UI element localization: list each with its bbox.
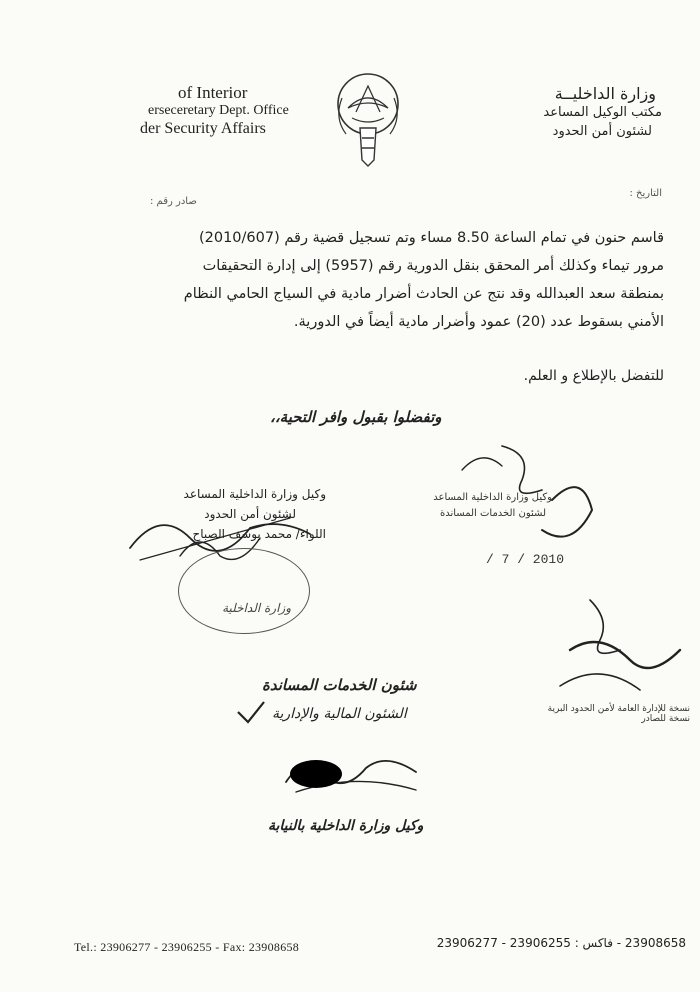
ministry-seal-icon <box>178 548 310 634</box>
body-line-4: الأمني بسقوط عدد (20) عمود وأضرار مادية أيضاً في الدورية. <box>293 314 664 330</box>
copy-lines <box>500 704 690 724</box>
stamp-line-1: وكيل وزارة الداخلية المساعد <box>433 492 552 503</box>
body-paragraph <box>64 224 664 336</box>
footer-right: 23908658 - فاكس : 23906255 - 23906277 <box>436 936 686 950</box>
closing-line: وتفضلوا بقبول وافر التحية،، <box>270 408 442 426</box>
stamp-line-2: لشئون الخدمات المساندة <box>439 508 546 519</box>
header-english-line-2: erseceretary Dept. Office <box>148 103 289 118</box>
header-arabic <box>462 84 662 141</box>
deputy-signature-scribble <box>276 742 426 802</box>
date-label: التاريخ : <box>629 188 662 199</box>
header-arabic-line-1: وزارة الداخليــة <box>554 84 656 103</box>
copy-line-1: نسخة للإدارة العامة لأمن الحدود البرية <box>547 704 690 714</box>
header-english-line-1: of Interior <box>178 83 248 102</box>
deputy-title: وكيل وزارة الداخلية بالنيابة <box>268 818 424 834</box>
reference-label: صادر رقم : <box>150 196 197 207</box>
body-line-3: بمنطقة سعد العبدالله وقد نتج عن الحادث أضرار مادية في السياج الحامي النظام <box>183 286 664 302</box>
signature-name: اللواء/ محمد يوسف الصباح <box>192 527 326 541</box>
routing-line-2: الشئون المالية والإدارية <box>272 706 407 722</box>
info-line: للتفضل بالإطلاع و العلم. <box>523 368 664 384</box>
routing-line-1: شئون الخدمات المساندة <box>262 676 417 694</box>
seal-text: وزارة الداخلية <box>222 601 291 615</box>
kuwait-emblem-icon <box>330 68 406 168</box>
signature-title-line-1: وكيل وزارة الداخلية المساعد <box>183 487 326 501</box>
header-arabic-line-3: لشئون أمن الحدود <box>552 124 652 139</box>
stamp-date: / 7 / 2010 <box>486 552 565 567</box>
header-arabic-line-2: مكتب الوكيل المساعد <box>543 105 662 120</box>
body-line-1: قاسم حنون في تمام الساعة 8.50 مساء وتم تسجيل قضية رقم (2010/607) <box>198 230 664 246</box>
copy-line-2: نسخة للصادر <box>641 714 690 724</box>
handwritten-notes-icon <box>540 590 690 700</box>
body-line-2: مرور تيماء وكذلك أمر المحقق بنقل الدورية رقم (5957) إلى إدارة التحقيقات <box>202 258 664 274</box>
header-english <box>140 84 340 138</box>
header-english-line-3: der Security Affairs <box>140 120 266 137</box>
checkmark-icon <box>236 700 266 724</box>
footer-left: Tel.: 23906277 - 23906255 - Fax: 23908658 <box>74 940 300 954</box>
signature-title-line-2: لشئون أمن الحدود <box>204 507 296 521</box>
